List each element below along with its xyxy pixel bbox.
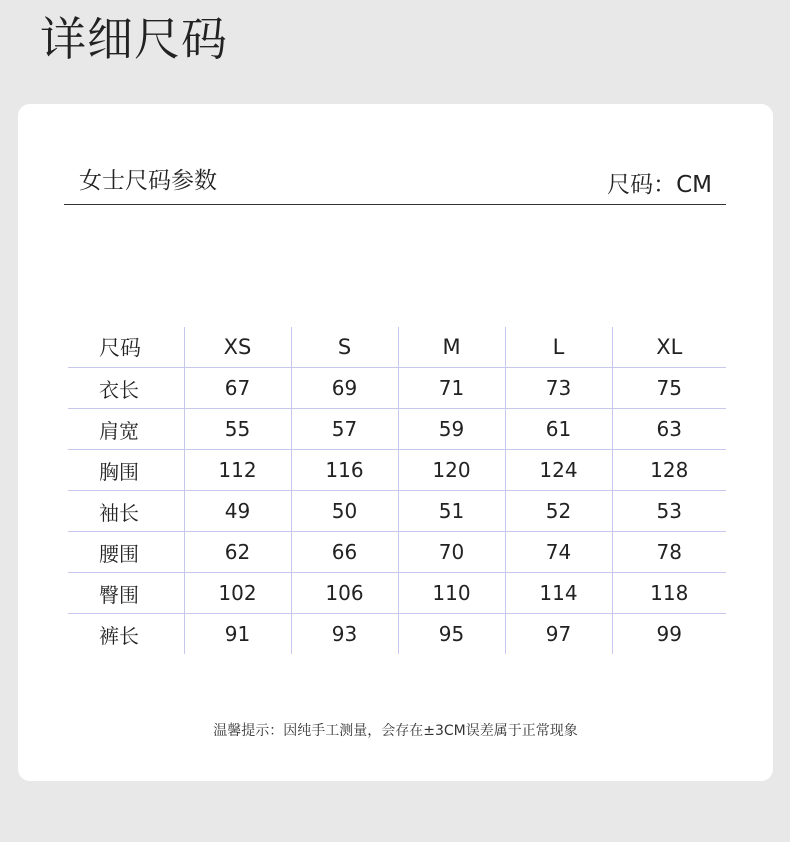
- table-cell: 71: [398, 368, 505, 409]
- table-cell: 93: [291, 614, 398, 655]
- row-label: 胸围: [68, 450, 184, 491]
- table-row: [68, 573, 726, 614]
- table-cell: 52: [505, 491, 612, 532]
- header-cell: XS: [184, 327, 291, 368]
- table-cell: 114: [505, 573, 612, 614]
- table-cell: 74: [505, 532, 612, 573]
- table-cell: 57: [291, 409, 398, 450]
- unit-label: 尺码：CM: [607, 172, 712, 198]
- size-chart-card: [18, 104, 773, 781]
- table-header-row: [68, 327, 726, 368]
- header-cell: S: [291, 327, 398, 368]
- table-cell: 73: [505, 368, 612, 409]
- header-cell: XL: [612, 327, 726, 368]
- table-row: [68, 491, 726, 532]
- table-cell: 91: [184, 614, 291, 655]
- table-cell: 97: [505, 614, 612, 655]
- table-cell: 67: [184, 368, 291, 409]
- table-cell: 106: [291, 573, 398, 614]
- measurement-note: 温馨提示：因纯手工测量，会存在±3CM误差属于正常现象: [213, 723, 578, 739]
- table-cell: 116: [291, 450, 398, 491]
- table-cell: 95: [398, 614, 505, 655]
- table-cell: 51: [398, 491, 505, 532]
- table-cell: 66: [291, 532, 398, 573]
- table-row: [68, 532, 726, 573]
- table-cell: 75: [612, 368, 726, 409]
- table-cell: 128: [612, 450, 726, 491]
- row-label: 衣长: [68, 368, 184, 409]
- table-cell: 102: [184, 573, 291, 614]
- header-cell: L: [505, 327, 612, 368]
- table-cell: 53: [612, 491, 726, 532]
- table-cell: 61: [505, 409, 612, 450]
- header-cell: M: [398, 327, 505, 368]
- table-row: [68, 614, 726, 655]
- table-cell: 55: [184, 409, 291, 450]
- table-row: [68, 368, 726, 409]
- table-cell: 124: [505, 450, 612, 491]
- row-label: 臀围: [68, 573, 184, 614]
- table-cell: 49: [184, 491, 291, 532]
- table-row: [68, 450, 726, 491]
- table-cell: 63: [612, 409, 726, 450]
- table-cell: 62: [184, 532, 291, 573]
- table-cell: 50: [291, 491, 398, 532]
- chart-title: 女士尺码参数: [79, 168, 217, 194]
- table-cell: 99: [612, 614, 726, 655]
- row-label: 袖长: [68, 491, 184, 532]
- table-cell: 118: [612, 573, 726, 614]
- table-row: [68, 409, 726, 450]
- size-table: [68, 327, 726, 654]
- header-cell: 尺码: [99, 336, 141, 360]
- table-cell: 78: [612, 532, 726, 573]
- card-header: [64, 156, 726, 205]
- row-label: 腰围: [68, 532, 184, 573]
- table-cell: 112: [184, 450, 291, 491]
- table-cell: 70: [398, 532, 505, 573]
- table-cell: 59: [398, 409, 505, 450]
- table-cell: 120: [398, 450, 505, 491]
- row-label: 肩宽: [68, 409, 184, 450]
- page-title: 详细尺码: [40, 12, 228, 66]
- row-label: 裤长: [68, 614, 184, 655]
- table-cell: 110: [398, 573, 505, 614]
- table-cell: 69: [291, 368, 398, 409]
